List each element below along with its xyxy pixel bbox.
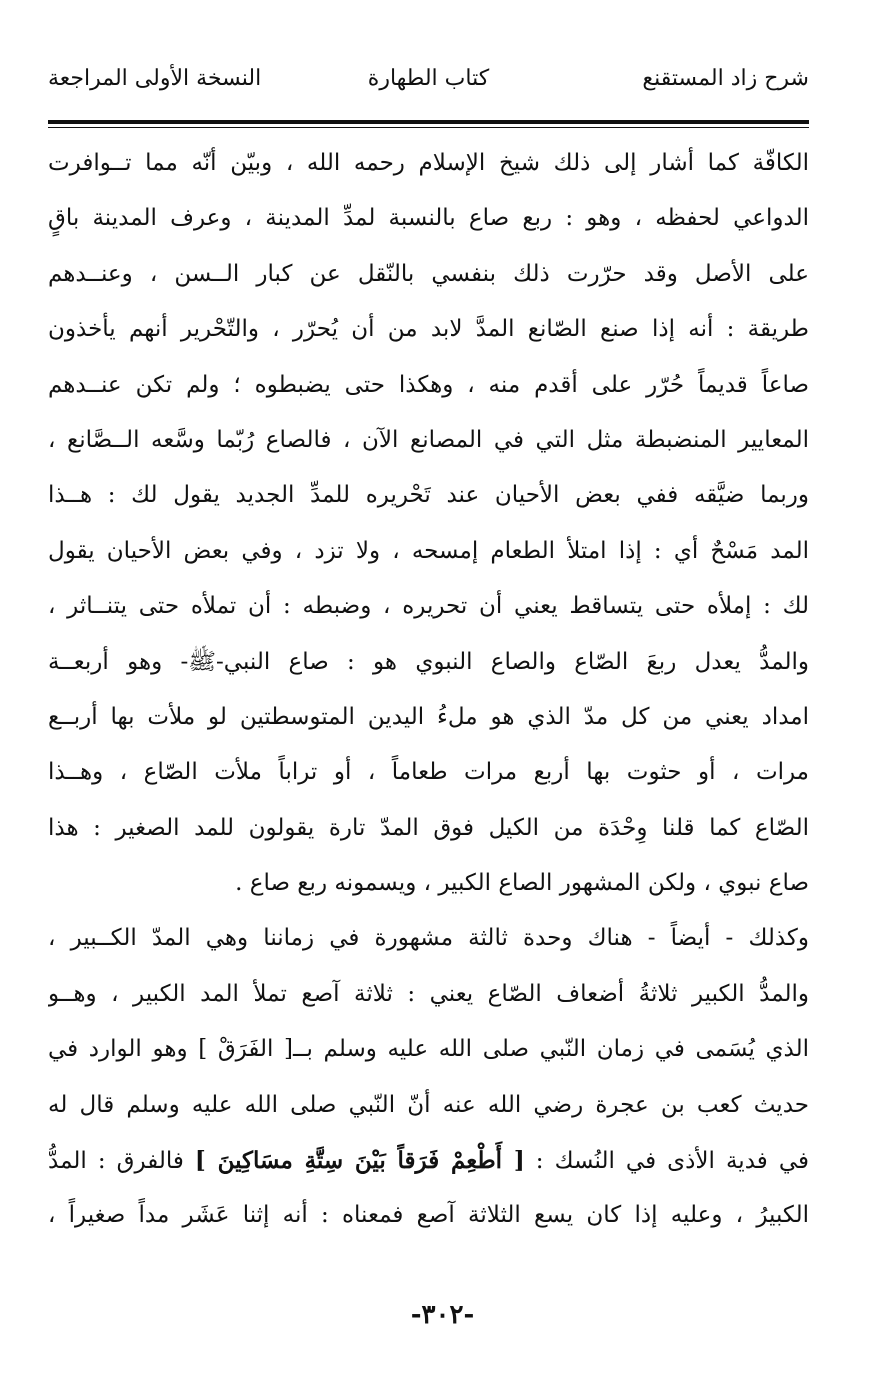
text-line: الصّاع كما قلنا وِحْدَة من الكيل فوق المدّ تارة يقولون للمد الصغير : هذا bbox=[48, 814, 809, 841]
header-rule-thin bbox=[48, 127, 809, 128]
header-rule-thick bbox=[48, 120, 809, 124]
hadith-intro: في فدية الأذى في النُسك : bbox=[535, 1148, 809, 1175]
text-line: لك : إملأه حتى يتساقط يعني أن تحريره ، وضبطه : أن تملأه حتى يتنــاثر ، bbox=[48, 593, 809, 620]
text-line: وكذلك - أيضاً - هناك وحدة ثالثة مشهورة في زماننا وهي المدّ الكــبير ، bbox=[48, 925, 809, 952]
text-line: الدواعي لحفظه ، وهو : ربع صاع بالنسبة لمدِّ المدينة ، وعرف المدينة باقٍ bbox=[48, 205, 809, 232]
text-line: امداد يعني من كل مدّ الذي هو ملءُ اليدين المتوسطتين لو ملأت بها أربــع bbox=[48, 703, 809, 730]
text-line: والمدُّ الكبير ثلاثةُ أضعاف الصّاع يعني : ثلاثة آصع تملأ المد الكبير ، وهــو bbox=[48, 980, 809, 1007]
text-line: مرات ، أو حثوت بها أربع مرات طعاماً ، أو تراباً ملأت الصّاع ، وهــذا bbox=[48, 759, 809, 786]
text-line: الذي يُسَمى في زمان النّبي صلى الله عليه وسلم بــ[ الفَرَقْ ] وهو الوارد في bbox=[48, 1036, 809, 1063]
text-line: صاعاً قديماً حُرّر على أقدم منه ، وهكذا حتى يضبطوه ؛ ولم تكن عنــدهم bbox=[48, 371, 809, 398]
book-title: شرح زاد المستقنع bbox=[642, 66, 809, 91]
text-line: الكبيرُ ، وعليه إذا كان يسع الثلاثة آصع فمعناه : أنه إثنا عَشَر مداً صغيراً ، bbox=[48, 1202, 809, 1229]
text-line: حديث كعب بن عجرة رضي الله عنه أنّ النّبي صلى الله عليه وسلم قال له bbox=[48, 1091, 809, 1118]
hadith-follow: فالفرق : المدُّ bbox=[48, 1148, 184, 1175]
text-line: المد مَسْحٌ أي : إذا امتلأ الطعام إمسحه ، ولا تزد ، وفي بعض الأحيان يقول bbox=[48, 537, 809, 564]
text-line: صاع نبوي ، ولكن المشهور الصاع الكبير ، ويسمونه ربع صاع . bbox=[235, 870, 809, 897]
text-line: المعايير المنضبطة مثل التي في المصانع الآن ، فالصاع رُبّما وسَّعه الــصَّانع ، bbox=[48, 426, 809, 453]
page-number: -٣٠٢- bbox=[410, 1300, 475, 1330]
text-line: على الأصل وقد حرّرت ذلك بنفسي بالنّقل عن كبار الــسن ، وعنــدهم bbox=[48, 260, 809, 287]
hadith-quote: [ أَطْعِمْ فَرَقاً بَيْنَ سِتَّةِ مسَاكِينَ ] bbox=[194, 1147, 525, 1175]
text-line-with-hadith bbox=[48, 1133, 809, 1188]
edition-label: النسخة الأولى المراجعة bbox=[48, 66, 262, 91]
text-line: طريقة : أنه إذا صنع الصّانع المدَّ لابد من أن يُحرّر ، والتّحْرير أنهم يأخذون bbox=[48, 316, 809, 343]
running-header bbox=[48, 66, 809, 106]
text-line: وربما ضيَّقه ففي بعض الأحيان عند تَحْريره للمدِّ الجديد يقول لك : هــذا bbox=[48, 482, 809, 509]
text-line: الكافّة كما أشار إلى ذلك شيخ الإسلام رحمه الله ، وبيّن أنّه مما تــوافرت bbox=[48, 150, 809, 176]
chapter-title: كتاب الطهارة bbox=[367, 66, 490, 91]
body-text bbox=[48, 136, 809, 1244]
text-line: والمدُّ يعدل ربعَ الصّاع والصاع النبوي هو : صاع النبي-ﷺ- وهو أربعــة bbox=[48, 648, 809, 675]
